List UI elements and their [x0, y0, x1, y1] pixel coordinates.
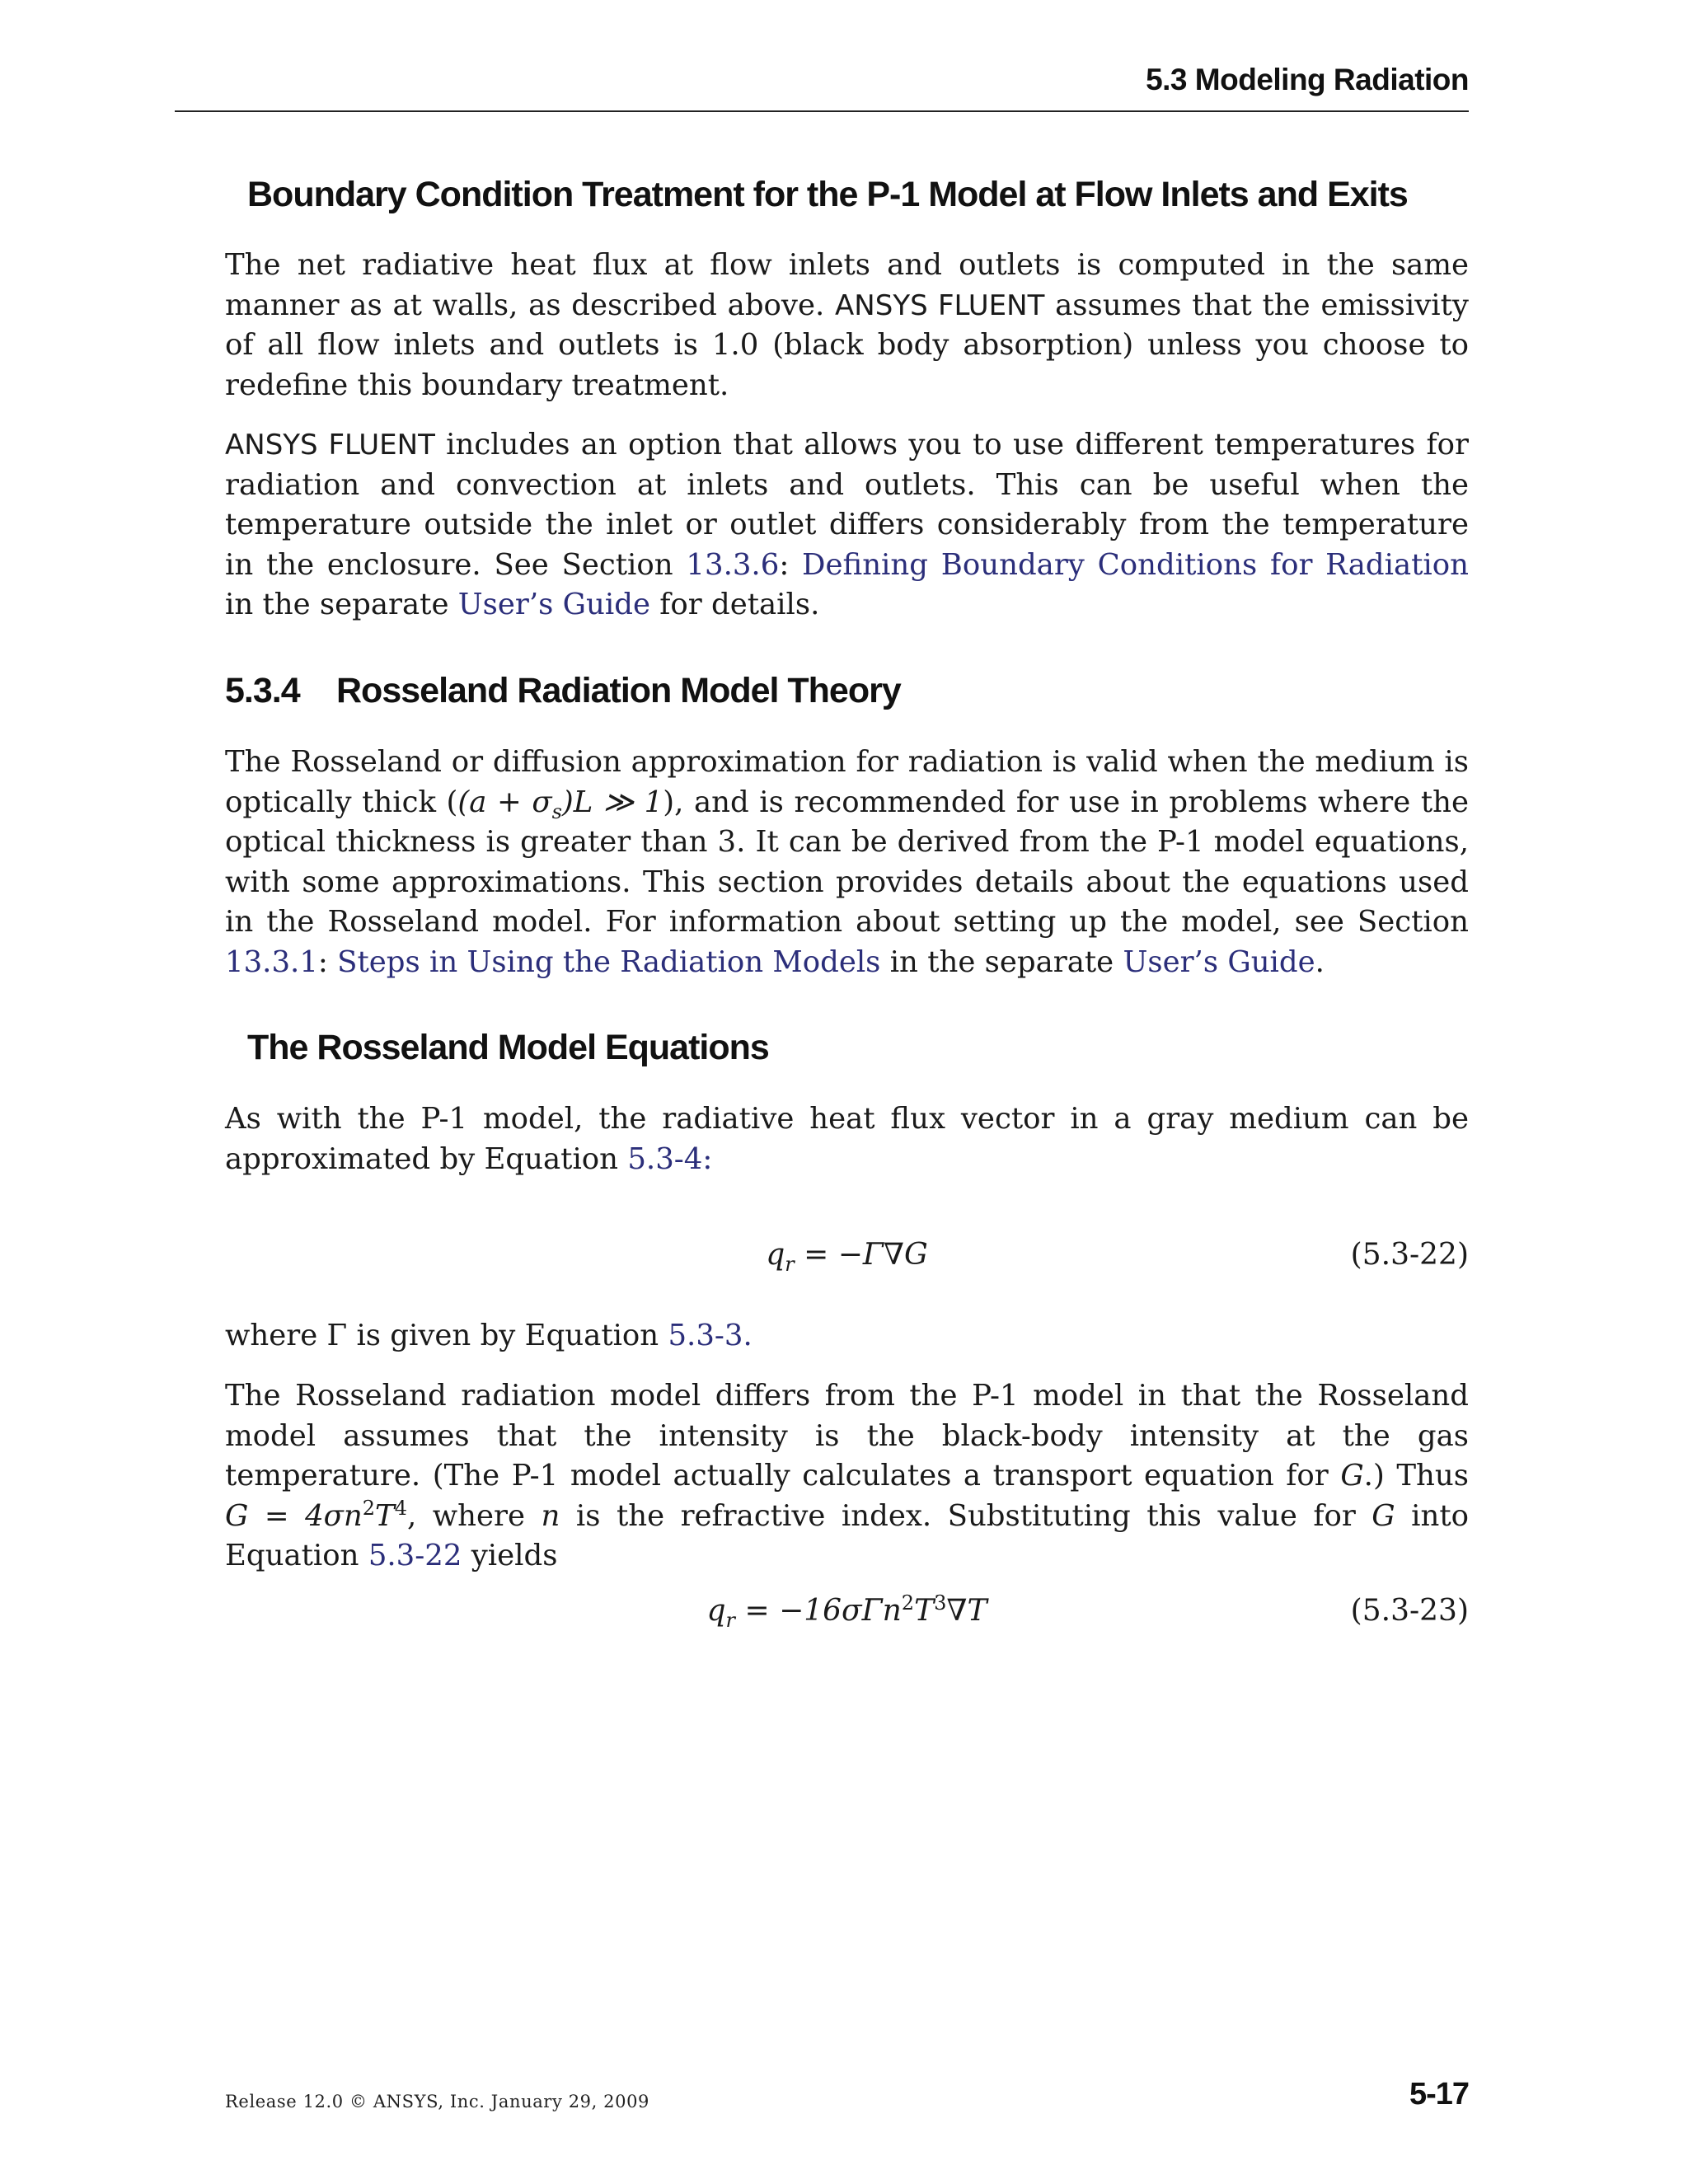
paragraph-inlets-1: The net radiative heat flux at flow inlets and outlets is computed in the same manner as at walls, as described above. ANSYS FLUENT assumes that the emissivity of all flow inlets and outlets is 1.0 (black body absorption) unless you choose to redefine this boundary treatment. [225, 248, 1469, 402]
equation-body: $q_r = -\Gamma\nabla G$ [766, 1238, 928, 1277]
subsection-title-inlets: Boundary Condition Treatment for the P-1 Model at Flow Inlets and Exits [247, 175, 1408, 214]
link-defining-boundary-conditions[interactable]: Defining Boundary Conditions for Radiation [802, 547, 1469, 582]
equation-5-3-22 [225, 1238, 1469, 1287]
subsection-title-equations: The Rosseland Model Equations [247, 1028, 769, 1067]
link-equation-5-3-22[interactable]: 5.3-22 [368, 1539, 462, 1572]
link-steps-radiation-models[interactable]: Steps in Using the Radiation Models [337, 944, 881, 979]
paragraph-gamma-definition: where Γ is given by Equation 5.3-3. [225, 1319, 753, 1352]
section-number: 5.3.4 [225, 671, 300, 710]
equation-number: (5.3-23) [1350, 1594, 1469, 1628]
link-section-13-3-6[interactable]: 13.3.6 [686, 547, 780, 582]
link-users-guide[interactable]: User’s Guide [1123, 944, 1315, 979]
running-header-title: 5.3 Modeling Radiation [1146, 63, 1469, 96]
link-users-guide[interactable]: User’s Guide [457, 588, 650, 621]
equation-number: (5.3-22) [1350, 1238, 1469, 1272]
link-equation-5-3-3[interactable]: 5.3-3 [668, 1319, 743, 1352]
section-title-5-3-4 [225, 671, 901, 711]
equation-5-3-23 [225, 1591, 1469, 1643]
paragraph-inlets-2: ANSYS FLUENT includes an option that allows you to use different temperatures for radiation and convection at inlets and outlets. This can be useful when the temperature outside the inlet or outlet differs considerably from the temperature in the enclosure. See Section 13.3.6: Defining Boundary Conditions for Radiation in the separate User’s Guide for details. [225, 428, 1469, 621]
product-name: ANSYS FLUENT [225, 429, 435, 462]
equation-body: $q_r = -16\sigma\Gamma n^2T^3\nabla T$ [706, 1591, 987, 1633]
paragraph-rosseland-intro: The Rosseland or diffusion approximation for radiation is valid when the medium is optically thick ($(a + \sigma_s)L$ ≫ 1), and is recommended for use in problems where the optical thickness is greater than 3. It can be derived from the P-1 model equations, with some approximations. This section provides details about the equations used in the Rosseland model. For information about setting up the model, see Section 13.3.1: Steps in Using the Radiation Models in the separate User’s Guide. [225, 745, 1470, 979]
footer-page-number: 5-17 [1409, 2077, 1469, 2111]
section-heading: Rosseland Radiation Model Theory [336, 671, 901, 710]
product-name: ANSYS FLUENT [835, 288, 1045, 322]
link-section-13-3-1[interactable]: 13.3.1 [225, 944, 318, 979]
footer-release-info: Release 12.0 © ANSYS, Inc. January 29, 2009 [225, 2092, 650, 2111]
paragraph-rosseland-difference: The Rosseland radiation model differs from the P-1 model in that the Rosseland model assumes that the intensity is the black-body intensity at the gas temperature. (The P-1 model actually calculates a transport equation for G.) Thus $G = 4\sigma n^2T^4$, where n is the refractive index. Substituting this value for G into Equation 5.3-22 yields [225, 1379, 1470, 1572]
paragraph-equations-intro: As with the P-1 model, the radiative heat flux vector in a gray medium can be approximated by Equation 5.3-4: [225, 1102, 1469, 1176]
link-equation-5-3-4[interactable]: 5.3-4 [627, 1141, 703, 1176]
running-header [175, 59, 1469, 112]
